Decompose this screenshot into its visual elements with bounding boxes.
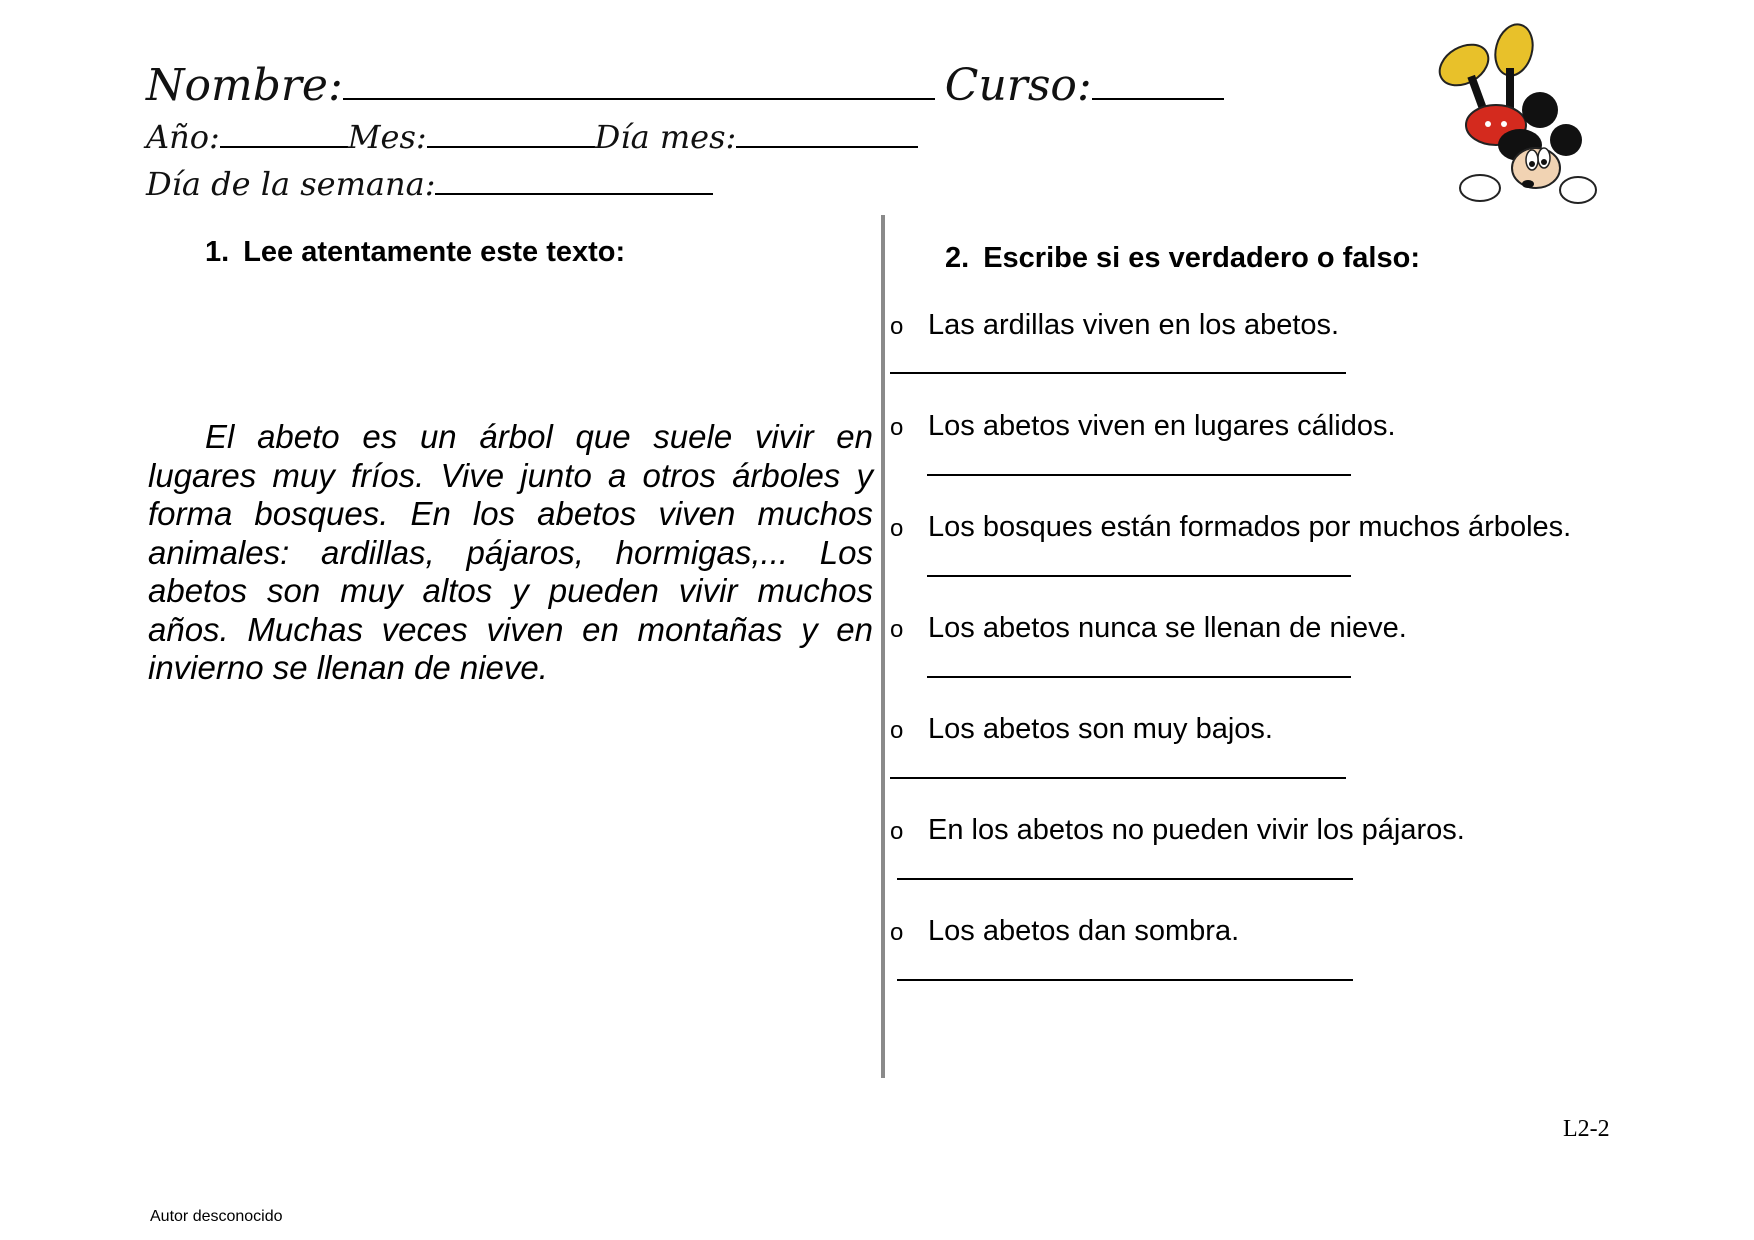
weekday-row: [146, 165, 713, 203]
statement-3: [890, 511, 1571, 544]
exercise2-title: [945, 242, 1420, 275]
bullet-icon: o: [890, 616, 904, 643]
weekday-field[interactable]: [435, 193, 713, 195]
statement-2: [890, 410, 1396, 443]
author-footer: Autor desconocido: [150, 1208, 283, 1225]
statement-text: Los abetos viven en lugares cálidos.: [928, 410, 1396, 442]
statement-5: [890, 713, 1273, 746]
name-row: [146, 60, 1224, 111]
statement-text: Los abetos dan sombra.: [928, 915, 1240, 947]
month-label: Mes:: [347, 118, 427, 156]
month-field[interactable]: [427, 146, 595, 148]
day-month-field[interactable]: [736, 146, 918, 148]
exercise2-number: 2.: [945, 242, 970, 274]
column-divider: [881, 215, 885, 1078]
name-field[interactable]: [343, 98, 935, 100]
answer-line-1[interactable]: [890, 372, 1346, 374]
course-field[interactable]: [1092, 98, 1224, 100]
year-field[interactable]: [220, 146, 348, 148]
statement-text: Los abetos nunca se llenan de nieve.: [928, 612, 1407, 644]
answer-line-5[interactable]: [890, 777, 1346, 779]
weekday-label: Día de la semana:: [146, 165, 436, 203]
bullet-icon: o: [890, 717, 904, 744]
year-label: Año:: [146, 118, 220, 156]
course-label: Curso:: [944, 60, 1092, 111]
statement-text: Las ardillas viven en los abetos.: [928, 309, 1340, 341]
statement-text: Los abetos son muy bajos.: [928, 713, 1273, 745]
exercise1-title-text: Lee atentamente este texto:: [243, 236, 626, 268]
reading-passage: El abeto es un árbol que suele vivir en lugares muy fríos. Vive junto a otros árboles y forma bosques. En los abetos viven muchos animales: ardillas, pájaros, hormigas,... Los abetos son muy altos y pueden vivir muchos años. Muchas veces viven en montañas y en invierno se llenan de nieve.: [148, 418, 873, 686]
date-row: [146, 118, 918, 156]
name-label: Nombre:: [146, 60, 343, 111]
bullet-icon: o: [890, 414, 904, 441]
statement-text: En los abetos no pueden vivir los pájaros.: [928, 814, 1465, 846]
day-month-label: Día mes:: [594, 118, 737, 156]
answer-line-7[interactable]: [897, 979, 1353, 981]
cartoon-mouse-icon: [1428, 20, 1598, 220]
statement-4: [890, 612, 1407, 645]
answer-line-2[interactable]: [927, 474, 1351, 476]
bullet-icon: o: [890, 313, 904, 340]
statement-7: [890, 915, 1239, 948]
answer-line-6[interactable]: [897, 878, 1353, 880]
exercise1-title: [205, 236, 625, 269]
statement-6: [890, 814, 1465, 847]
bullet-icon: o: [890, 515, 904, 542]
bullet-icon: o: [890, 919, 904, 946]
exercise2-title-text: Escribe si es verdadero o falso:: [983, 242, 1420, 274]
answer-line-3[interactable]: [927, 575, 1351, 577]
statement-1: [890, 309, 1339, 342]
exercise1-number: 1.: [205, 236, 230, 268]
answer-line-4[interactable]: [927, 676, 1351, 678]
page-code: L2-2: [1563, 1116, 1610, 1142]
bullet-icon: o: [890, 818, 904, 845]
statement-text: Los bosques están formados por muchos árboles.: [928, 511, 1572, 543]
